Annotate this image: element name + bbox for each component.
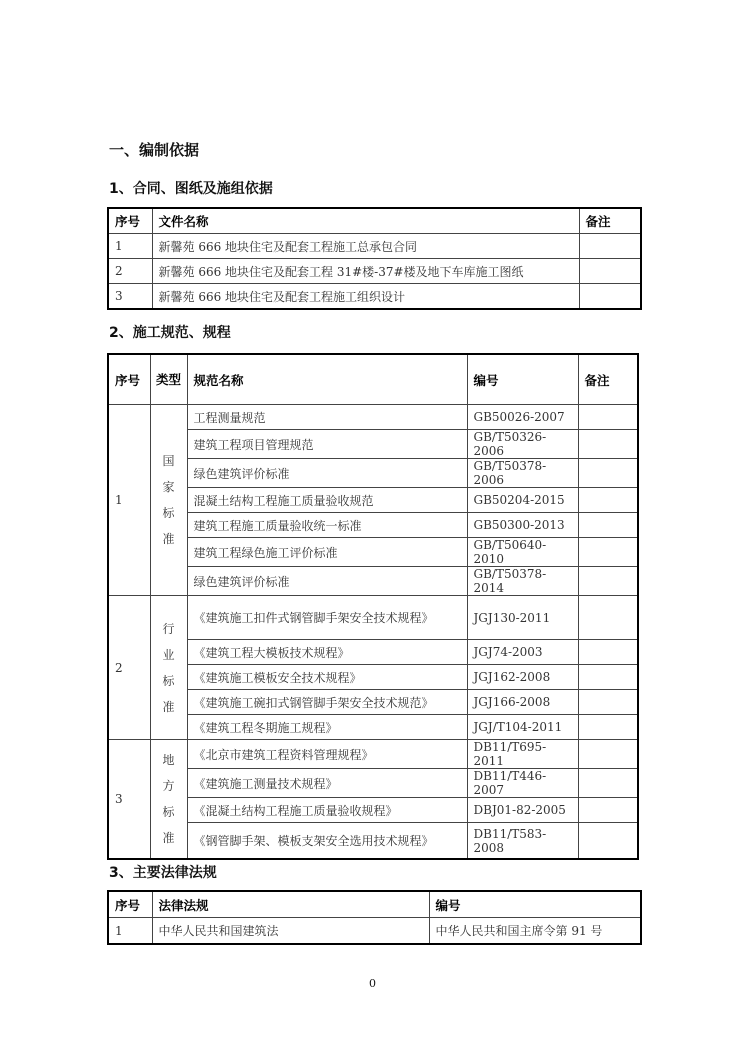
seq: 1	[108, 918, 152, 945]
table-row	[108, 430, 638, 459]
page-number: 0	[369, 977, 376, 990]
standard-code: GB/T50378-2006	[467, 459, 578, 488]
remark	[579, 234, 641, 259]
remark	[578, 405, 638, 430]
remark	[578, 690, 638, 715]
table-row	[108, 798, 638, 823]
standard-code: DBJ01-82-2005	[467, 798, 578, 823]
remark-header: 备注	[578, 354, 638, 405]
table-row	[108, 488, 638, 513]
table-row	[108, 405, 638, 430]
group-number: 1	[108, 405, 150, 596]
standard-code: JGJ74-2003	[467, 640, 578, 665]
standard-code: JGJ130-2011	[467, 596, 578, 640]
standard-code: GB50026-2007	[467, 405, 578, 430]
table-row	[108, 918, 641, 945]
table-row	[108, 513, 638, 538]
table-row	[108, 715, 638, 740]
document-name: 新馨苑 666 地块住宅及配套工程施工总承包合同	[152, 234, 579, 259]
table-row	[108, 823, 638, 860]
group-type: 国家标准	[150, 405, 187, 596]
remark	[578, 596, 638, 640]
standard-name: 混凝土结构工程施工质量验收规范	[187, 488, 467, 513]
standard-name: 《建筑施工模板安全技术规程》	[187, 665, 467, 690]
remark	[578, 665, 638, 690]
seq-header: 序号	[108, 354, 150, 405]
laws-table	[107, 890, 642, 945]
remark	[578, 715, 638, 740]
remark	[578, 513, 638, 538]
table-row	[108, 538, 638, 567]
remark	[578, 769, 638, 798]
table-header	[108, 891, 641, 918]
seq-header: 序号	[108, 208, 152, 234]
code-header: 编号	[467, 354, 578, 405]
standard-name: 绿色建筑评价标准	[187, 459, 467, 488]
seq-header: 序号	[108, 891, 152, 918]
seq: 2	[108, 259, 152, 284]
table-row	[108, 459, 638, 488]
standard-name: 绿色建筑评价标准	[187, 567, 467, 596]
standard-code: JGJ162-2008	[467, 665, 578, 690]
standard-name: 《建筑施工扣件式钢管脚手架安全技术规程》	[187, 596, 467, 640]
remark	[579, 284, 641, 310]
subsection-title-standards: 2、施工规范、规程	[109, 325, 231, 341]
standard-name: 《钢管脚手架、模板支架安全选用技术规程》	[187, 823, 467, 860]
code-header: 编号	[429, 891, 641, 918]
standard-code: JGJ/T104-2011	[467, 715, 578, 740]
standard-name: 建筑工程绿色施工评价标准	[187, 538, 467, 567]
remark	[578, 740, 638, 769]
standard-name: 《建筑施工测量技术规程》	[187, 769, 467, 798]
law-name: 中华人民共和国建筑法	[152, 918, 429, 945]
standard-code: GB/T50326-2006	[467, 430, 578, 459]
table-row	[108, 567, 638, 596]
standard-name: 《混凝土结构工程施工质量验收规程》	[187, 798, 467, 823]
standard-name: 《北京市建筑工程资料管理规程》	[187, 740, 467, 769]
group-number: 3	[108, 740, 150, 860]
table-header	[108, 208, 641, 234]
standard-code: DB11/T583-2008	[467, 823, 578, 860]
law-code: 中华人民共和国主席令第 91 号	[429, 918, 641, 945]
standard-name: 建筑工程项目管理规范	[187, 430, 467, 459]
table-row	[108, 665, 638, 690]
standard-name: 建筑工程施工质量验收统一标准	[187, 513, 467, 538]
table-row	[108, 740, 638, 769]
remark	[578, 798, 638, 823]
standard-code: GB/T50378-2014	[467, 567, 578, 596]
standard-name: 工程测量规范	[187, 405, 467, 430]
name-header: 文件名称	[152, 208, 579, 234]
document-name: 新馨苑 666 地块住宅及配套工程 31#楼-37#楼及地下车库施工图纸	[152, 259, 579, 284]
type-header: 类型	[150, 354, 187, 405]
standard-code: DB11/T695-2011	[467, 740, 578, 769]
standards-table	[107, 353, 639, 860]
group-type: 行业标准	[150, 596, 187, 740]
section-title: 一、编制依据	[109, 141, 200, 159]
table-row	[108, 769, 638, 798]
group-number: 2	[108, 596, 150, 740]
standard-name: 《建筑工程冬期施工规程》	[187, 715, 467, 740]
remark-header: 备注	[579, 208, 641, 234]
group-type: 地方标准	[150, 740, 187, 860]
subsection-title-contracts: 1、合同、图纸及施组依据	[109, 181, 273, 197]
table-row	[108, 596, 638, 640]
standard-code: DB11/T446-2007	[467, 769, 578, 798]
remark	[578, 488, 638, 513]
remark	[579, 259, 641, 284]
standard-code: GB/T50640-2010	[467, 538, 578, 567]
standard-code: JGJ166-2008	[467, 690, 578, 715]
remark	[578, 823, 638, 860]
law-header: 法律法规	[152, 891, 429, 918]
table-row	[108, 284, 641, 310]
standard-name-header: 规范名称	[187, 354, 467, 405]
remark	[578, 459, 638, 488]
remark	[578, 538, 638, 567]
remark	[578, 567, 638, 596]
remark	[578, 640, 638, 665]
seq: 1	[108, 234, 152, 259]
table-row	[108, 234, 641, 259]
standard-code: GB50300-2013	[467, 513, 578, 538]
seq: 3	[108, 284, 152, 310]
table-row	[108, 690, 638, 715]
standard-name: 《建筑工程大模板技术规程》	[187, 640, 467, 665]
document-name: 新馨苑 666 地块住宅及配套工程施工组织设计	[152, 284, 579, 310]
table-header	[108, 354, 638, 405]
remark	[578, 430, 638, 459]
subsection-title-laws: 3、主要法律法规	[109, 865, 217, 881]
contracts-table	[107, 207, 642, 310]
table-row	[108, 259, 641, 284]
standard-name: 《建筑施工碗扣式钢管脚手架安全技术规范》	[187, 690, 467, 715]
table-row	[108, 640, 638, 665]
standard-code: GB50204-2015	[467, 488, 578, 513]
